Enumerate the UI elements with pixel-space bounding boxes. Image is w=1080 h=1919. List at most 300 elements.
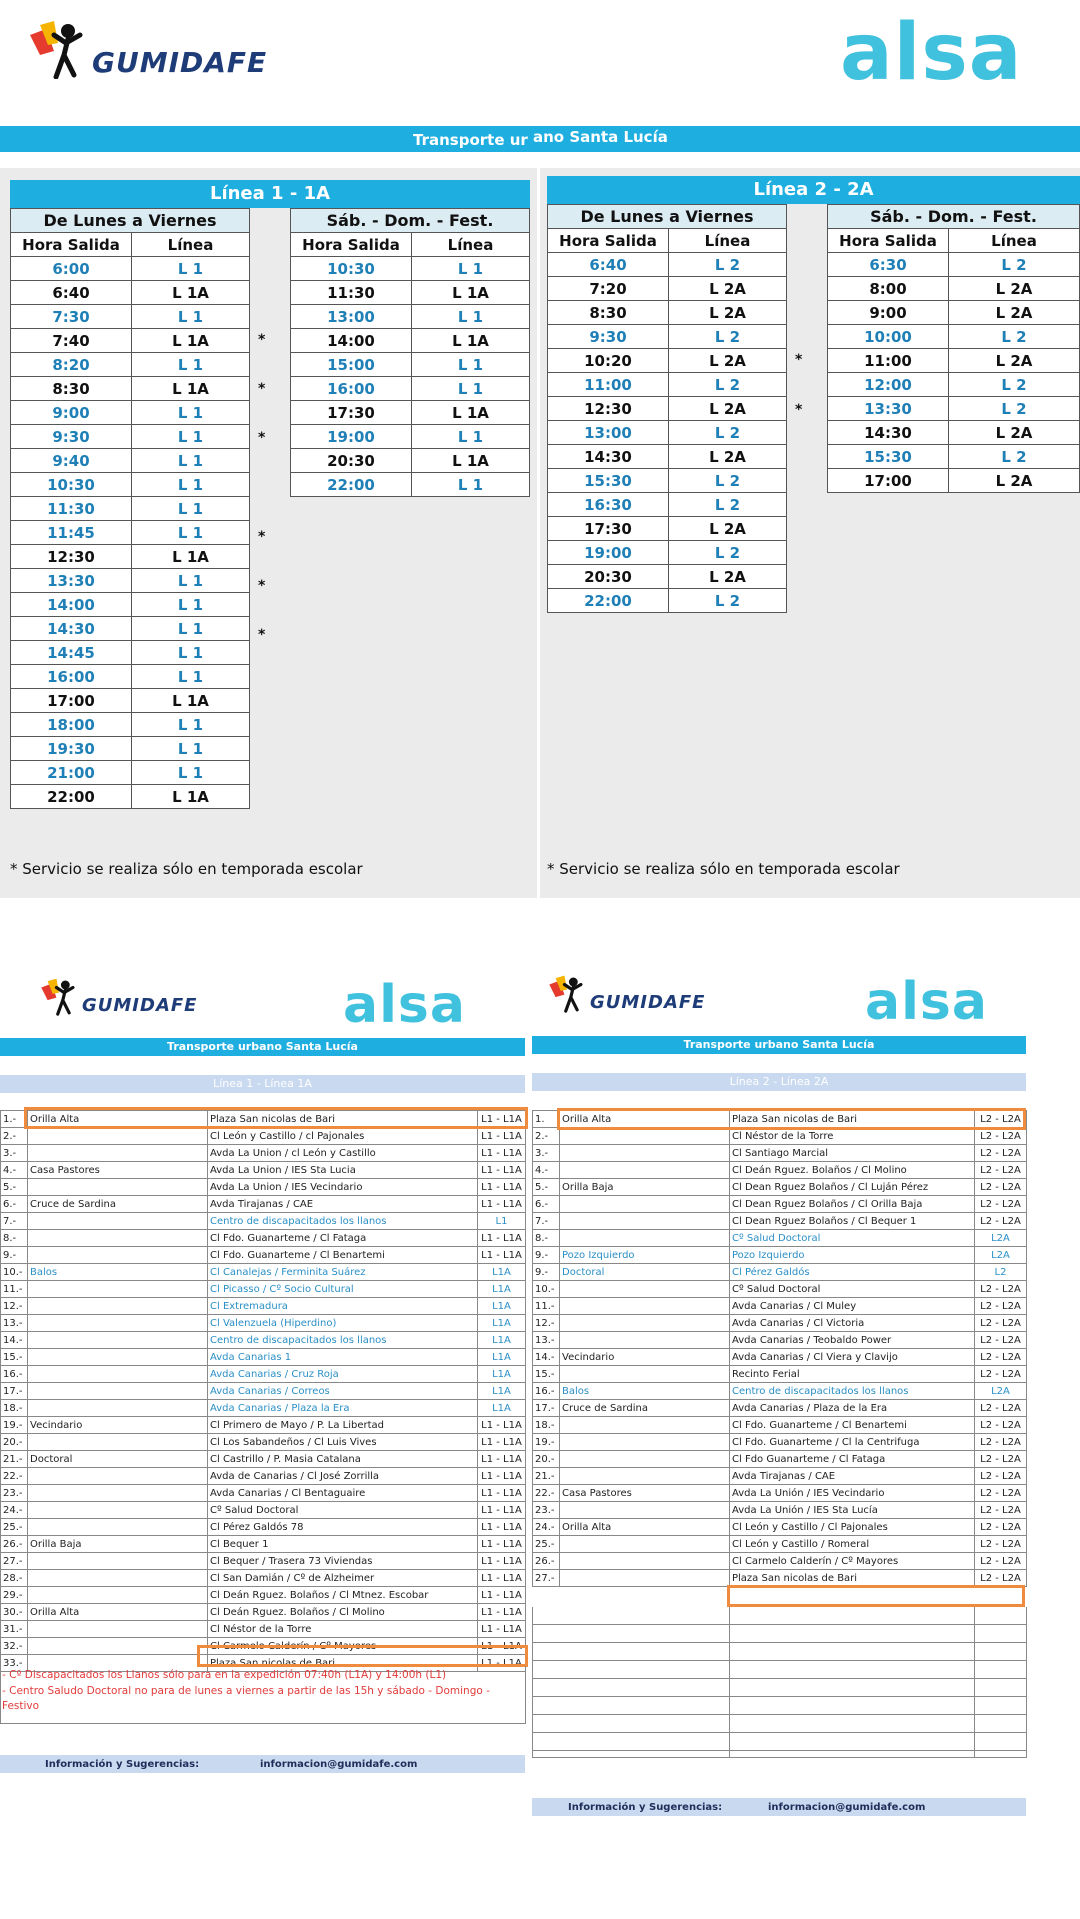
line2-weekend-time: 17:00 <box>828 469 949 493</box>
line2-stop-number: 7.- <box>533 1213 560 1230</box>
line1-stop-row <box>1 1315 526 1332</box>
br-empty-col-divider-a <box>729 1607 730 1757</box>
top-banner-right-text: ano Santa Lucía <box>533 128 668 146</box>
line2-weekday-time: 11:00 <box>548 373 669 397</box>
line2-stop-name: Plaza San nicolas de Bari <box>730 1111 975 1128</box>
line1-stop-zone: Casa Pastores <box>28 1162 208 1179</box>
br-stops-table <box>532 1110 1027 1587</box>
line1-stop-lines: L1 - L1A <box>478 1179 526 1196</box>
line1-stop-lines: L1 - L1A <box>478 1247 526 1264</box>
line1-weekday-row <box>11 305 250 329</box>
line1-weekday-line: L 1 <box>132 761 250 785</box>
line2-weekday-line: L 2A <box>669 445 787 469</box>
line1-stop-lines: L1 - L1A <box>478 1638 526 1655</box>
line1-weekend-col-time: Hora Salida <box>291 233 412 257</box>
line1-stop-number: 8.- <box>1 1230 28 1247</box>
line2-stop-name: Cl Santiago Marcial <box>730 1145 975 1162</box>
line1-stop-name: Cl Canalejas / Ferminita Suárez <box>208 1264 478 1281</box>
line1-stop-row <box>1 1128 526 1145</box>
line2-stop-zone: Cruce de Sardina <box>560 1400 730 1417</box>
line2-weekday-time: 7:20 <box>548 277 669 301</box>
line1-weekday-row <box>11 737 250 761</box>
line1-stop-zone <box>28 1587 208 1604</box>
line1-stop-number: 3.- <box>1 1145 28 1162</box>
line1-stop-lines: L1 - L1A <box>478 1502 526 1519</box>
line2-stop-name: Avda La Unión / IES Vecindario <box>730 1485 975 1502</box>
line2-stop-row <box>533 1332 1027 1349</box>
line1-weekday-time: 11:45 <box>11 521 132 545</box>
line2-weekend-time: 12:00 <box>828 373 949 397</box>
line1-stop-number: 22.- <box>1 1468 28 1485</box>
line1-weekend-row <box>291 281 530 305</box>
line1-stop-lines: L1 - L1A <box>478 1417 526 1434</box>
line1-stop-row <box>1 1400 526 1417</box>
line2-weekday-time: 6:40 <box>548 253 669 277</box>
line2-stop-number: 1. <box>533 1111 560 1128</box>
line2-stop-name: Avda Canarias / Cl Viera y Clavijo <box>730 1349 975 1366</box>
line2-stop-row <box>533 1128 1027 1145</box>
line2-stop-name: Centro de discapacitados los llanos <box>730 1383 975 1400</box>
line1-stop-lines: L1 - L1A <box>478 1536 526 1553</box>
line2-stop-row <box>533 1179 1027 1196</box>
line2-stop-name: Cl Dean Rguez Bolaños / Cl Orilla Baja <box>730 1196 975 1213</box>
line1-weekday-row <box>11 497 250 521</box>
line2-weekend-line: L 2 <box>949 253 1080 277</box>
line1-stop-row <box>1 1502 526 1519</box>
line2-weekend-line: L 2 <box>949 397 1080 421</box>
line2-weekend-line: L 2 <box>949 325 1080 349</box>
line2-stop-lines: L2 - L2A <box>975 1162 1027 1179</box>
line1-stop-name: Avda Canarias 1 <box>208 1349 478 1366</box>
line1-stop-number: 27.- <box>1 1553 28 1570</box>
line1-stop-row <box>1 1621 526 1638</box>
line1-stop-lines: L1 - L1A <box>478 1519 526 1536</box>
line1-weekday-col-time: Hora Salida <box>11 233 132 257</box>
line2-stop-zone: Orilla Alta <box>560 1111 730 1128</box>
line2-stop-zone <box>560 1502 730 1519</box>
line2-weekend-line: L 2A <box>949 301 1080 325</box>
bl-note-1: - Cº Discapacitados los Llanos sólo para en la expedición 07:40h (L1A) y 14:00h (L1) <box>2 1669 447 1681</box>
bl-highlight-first-stop <box>24 1107 528 1129</box>
line1-stop-row <box>1 1298 526 1315</box>
line1-stop-zone <box>28 1502 208 1519</box>
line1-stop-number: 10.- <box>1 1264 28 1281</box>
line1-stop-name: Cl Deán Rguez. Bolaños / Cl Molino <box>208 1604 478 1621</box>
line2-stop-number: 3.- <box>533 1145 560 1162</box>
line1-stop-name: Cl Fdo. Guanarteme / Cl Benartemi <box>208 1247 478 1264</box>
line1-weekday-line: L 1 <box>132 257 250 281</box>
line1-stop-name: Cl León y Castillo / cl Pajonales <box>208 1128 478 1145</box>
line2-weekday-time: 19:00 <box>548 541 669 565</box>
line1-weekday-line: L 1 <box>132 353 250 377</box>
gumidafe-wordmark: GUMIDAFE <box>92 46 268 79</box>
line2-stop-zone <box>560 1196 730 1213</box>
line2-weekend-line: L 2 <box>949 445 1080 469</box>
line2-stop-row <box>533 1553 1027 1570</box>
line1-weekday-row <box>11 641 250 665</box>
line2-stop-lines: L2 - L2A <box>975 1485 1027 1502</box>
line1-weekday-row <box>11 329 250 353</box>
line2-stop-number: 16.- <box>533 1383 560 1400</box>
line1-stop-number: 25.- <box>1 1519 28 1536</box>
br-footer-email[interactable]: informacion@gumidafe.com <box>768 1801 926 1813</box>
line1-weekend-line: L 1A <box>412 401 530 425</box>
line2-weekend-row <box>828 253 1080 277</box>
line2-weekend-row <box>828 445 1080 469</box>
bl-footer-email[interactable]: informacion@gumidafe.com <box>260 1758 418 1770</box>
line1-weekday-time: 11:30 <box>11 497 132 521</box>
line2-stop-lines: L2A <box>975 1230 1027 1247</box>
line2-stop-zone <box>560 1145 730 1162</box>
line1-stop-name: Centro de discapacitados los llanos <box>208 1332 478 1349</box>
line2-stop-lines: L2A <box>975 1383 1027 1400</box>
line2-stop-name: Cl Pérez Galdós <box>730 1264 975 1281</box>
line1-stop-lines: L1 - L1A <box>478 1230 526 1247</box>
line2-weekend-time: 15:30 <box>828 445 949 469</box>
line2-stop-zone <box>560 1570 730 1587</box>
line2-stop-number: 24.- <box>533 1519 560 1536</box>
top-banner-left-text: Transporte ur <box>413 131 528 149</box>
line1-stop-zone <box>28 1519 208 1536</box>
line1-weekday-time: 16:00 <box>11 665 132 689</box>
line2-stop-name: Cº Salud Doctoral <box>730 1281 975 1298</box>
line2-weekday-line: L 2 <box>669 541 787 565</box>
line1-weekday-time: 7:40 <box>11 329 132 353</box>
line2-stop-number: 18.- <box>533 1417 560 1434</box>
line2-weekday-line: L 2 <box>669 589 787 613</box>
line1-stop-zone <box>28 1553 208 1570</box>
line1-weekend-row <box>291 329 530 353</box>
line1-stop-row <box>1 1468 526 1485</box>
line1-weekday-line: L 1 <box>132 305 250 329</box>
line2-stop-number: 5.- <box>533 1179 560 1196</box>
line1-stop-row <box>1 1281 526 1298</box>
line2-weekday-line: L 2A <box>669 517 787 541</box>
line1-stop-zone <box>28 1383 208 1400</box>
line2-stop-zone <box>560 1128 730 1145</box>
line1-stop-number: 33.- <box>1 1655 28 1672</box>
line1-stop-zone <box>28 1247 208 1264</box>
line2-weekday-line: L 2A <box>669 301 787 325</box>
line1-stop-lines: L1 - L1A <box>478 1485 526 1502</box>
line1-weekday-school-only-mark: * <box>258 430 266 447</box>
line2-weekday-line: L 2 <box>669 493 787 517</box>
line1-stop-row <box>1 1604 526 1621</box>
line1-weekday-row <box>11 473 250 497</box>
line1-stop-number: 11.- <box>1 1281 28 1298</box>
line1-stop-number: 5.- <box>1 1179 28 1196</box>
line1-stop-row <box>1 1417 526 1434</box>
bl-gumidafe-logo <box>40 978 197 1016</box>
line1-stop-lines: L1 - L1A <box>478 1145 526 1162</box>
line1-weekday-line: L 1 <box>132 449 250 473</box>
line1-stop-row <box>1 1536 526 1553</box>
line2-stop-number: 2.- <box>533 1128 560 1145</box>
line2-stop-zone: Doctoral <box>560 1264 730 1281</box>
line2-weekend-time: 9:00 <box>828 301 949 325</box>
line2-stop-row <box>533 1230 1027 1247</box>
line1-stop-zone <box>28 1349 208 1366</box>
line2-stop-name: Avda Canarias / Plaza de la Era <box>730 1400 975 1417</box>
bl-footer-label: Información y Sugerencias: <box>45 1758 200 1770</box>
line1-weekday-time: 17:00 <box>11 689 132 713</box>
line2-weekday-row <box>548 325 787 349</box>
line1-stop-name: Plaza San nicolas de Bari <box>208 1111 478 1128</box>
line2-stop-number: 20.- <box>533 1451 560 1468</box>
line1-weekday-line: L 1 <box>132 665 250 689</box>
line1-stop-lines: L1 <box>478 1213 526 1230</box>
line1-stop-lines: L1 - L1A <box>478 1604 526 1621</box>
line2-stop-zone: Orilla Alta <box>560 1519 730 1536</box>
line2-stop-row <box>533 1570 1027 1587</box>
line2-stop-name: Cl León y Castillo / Romeral <box>730 1536 975 1553</box>
line1-weekday-school-only-mark: * <box>258 331 266 348</box>
line1-weekday-time: 7:30 <box>11 305 132 329</box>
line1-weekday-time: 14:00 <box>11 593 132 617</box>
line1-weekend-time: 16:00 <box>291 377 412 401</box>
line1-weekend-line: L 1 <box>412 257 530 281</box>
line1-stop-lines: L1 - L1A <box>478 1128 526 1145</box>
line1-weekday-time: 9:00 <box>11 401 132 425</box>
line2-stop-lines: L2 - L2A <box>975 1196 1027 1213</box>
line2-stop-lines: L2 - L2A <box>975 1315 1027 1332</box>
gumidafe-logo-icon <box>548 975 586 1013</box>
line1-weekday-row <box>11 593 250 617</box>
line1-stop-name: Cl Primero de Mayo / P. La Libertad <box>208 1417 478 1434</box>
line1-stop-lines: L1 - L1A <box>478 1587 526 1604</box>
line2-weekend-col-time: Hora Salida <box>828 229 949 253</box>
line2-stop-zone <box>560 1366 730 1383</box>
line2-stop-name: Pozo Izquierdo <box>730 1247 975 1264</box>
line2-stop-number: 11.- <box>533 1298 560 1315</box>
bl-footer <box>0 1755 525 1773</box>
line2-stop-lines: L2 - L2A <box>975 1366 1027 1383</box>
line2-stop-lines: L2A <box>975 1247 1027 1264</box>
line1-stop-number: 21.- <box>1 1451 28 1468</box>
line1-stop-zone: Doctoral <box>28 1451 208 1468</box>
line1-stop-lines: L1A <box>478 1264 526 1281</box>
line1-stop-lines: L1 - L1A <box>478 1451 526 1468</box>
line1-stop-name: Avda Canarias / Cruz Roja <box>208 1366 478 1383</box>
line2-weekend-table <box>827 204 1080 493</box>
line2-weekday-row <box>548 445 787 469</box>
line2-weekday-line: L 2 <box>669 253 787 277</box>
line1-weekday-line: L 1 <box>132 497 250 521</box>
line2-stop-row <box>533 1417 1027 1434</box>
line1-stop-zone <box>28 1332 208 1349</box>
line1-stop-name: Cl San Damián / Cº de Alzheimer <box>208 1570 478 1587</box>
line2-stop-zone: Orilla Baja <box>560 1179 730 1196</box>
line2-stop-number: 25.- <box>533 1536 560 1553</box>
line2-stop-zone: Vecindario <box>560 1349 730 1366</box>
line1-stop-number: 14.- <box>1 1332 28 1349</box>
line1-stop-lines: L1A <box>478 1383 526 1400</box>
line1-weekday-col-line: Línea <box>132 233 250 257</box>
line2-stop-lines: L2 - L2A <box>975 1400 1027 1417</box>
line2-stop-row <box>533 1196 1027 1213</box>
line2-weekday-line: L 2A <box>669 349 787 373</box>
line2-weekday-line: L 2 <box>669 373 787 397</box>
line1-weekday-line: L 1A <box>132 281 250 305</box>
line2-stop-zone <box>560 1213 730 1230</box>
line2-weekday-time: 20:30 <box>548 565 669 589</box>
line2-stop-row <box>533 1162 1027 1179</box>
br-empty-rows <box>532 1607 1027 1758</box>
line1-stop-zone: Orilla Alta <box>28 1604 208 1621</box>
line1-weekend-line: L 1 <box>412 473 530 497</box>
line2-weekend-line: L 2 <box>949 373 1080 397</box>
line1-stop-lines: L1 - L1A <box>478 1162 526 1179</box>
line1-stop-number: 19.- <box>1 1417 28 1434</box>
line2-stop-row <box>533 1349 1027 1366</box>
line1-weekend-table <box>290 208 530 497</box>
line2-weekday-line: L 2A <box>669 277 787 301</box>
line1-stop-lines: L1A <box>478 1349 526 1366</box>
line2-weekday-time: 14:30 <box>548 445 669 469</box>
br-highlight-last-stop <box>727 1585 1025 1607</box>
line1-weekday-time: 18:00 <box>11 713 132 737</box>
line1-stop-number: 13.- <box>1 1315 28 1332</box>
bl-gumidafe-wordmark: GUMIDAFE <box>82 994 198 1016</box>
line2-stop-zone <box>560 1332 730 1349</box>
line2-stop-lines: L2 - L2A <box>975 1468 1027 1485</box>
line2-weekday-row <box>548 421 787 445</box>
line2-weekend-row <box>828 349 1080 373</box>
line2-stop-zone <box>560 1468 730 1485</box>
line2-stop-name: Cl Fdo. Guanarteme / Cl la Centrifuga <box>730 1434 975 1451</box>
line1-stop-name: Cl Deán Rguez. Bolaños / Cl Mtnez. Escobar <box>208 1587 478 1604</box>
line1-stop-lines: L1A <box>478 1281 526 1298</box>
line1-stop-name: Cl Los Sabandeños / Cl Luis Vives <box>208 1434 478 1451</box>
line1-weekday-line: L 1A <box>132 785 250 809</box>
line1-weekday-time: 9:30 <box>11 425 132 449</box>
line2-weekend-row <box>828 397 1080 421</box>
line1-stop-name: Cl Castrillo / P. Masia Catalana <box>208 1451 478 1468</box>
line2-weekend-row <box>828 469 1080 493</box>
br-alsa-logo: alsa <box>865 972 988 1032</box>
line1-stop-number: 12.- <box>1 1298 28 1315</box>
line2-stop-row <box>533 1145 1027 1162</box>
line1-weekday-time: 19:30 <box>11 737 132 761</box>
line2-stop-name: Cl Dean Rguez Bolaños / Cl Bequer 1 <box>730 1213 975 1230</box>
line1-stop-row <box>1 1570 526 1587</box>
line2-stop-number: 14.- <box>533 1349 560 1366</box>
line1-weekend-row <box>291 425 530 449</box>
line1-weekday-row <box>11 785 250 809</box>
line2-weekend-time: 6:30 <box>828 253 949 277</box>
top-banner <box>0 126 1080 152</box>
line1-stop-name: Cl Carmelo Calderín / Cº Mayores <box>208 1638 478 1655</box>
line1-weekday-row <box>11 449 250 473</box>
line2-stop-name: Avda Canarias / Cl Victoria <box>730 1315 975 1332</box>
line1-stop-number: 9.- <box>1 1247 28 1264</box>
line2-stop-number: 8.- <box>533 1230 560 1247</box>
line2-stop-number: 13.- <box>533 1332 560 1349</box>
line2-stop-lines: L2 - L2A <box>975 1502 1027 1519</box>
line1-stop-zone <box>28 1468 208 1485</box>
line1-stop-lines: L1A <box>478 1400 526 1417</box>
line2-stop-lines: L2 - L2A <box>975 1128 1027 1145</box>
line1-stop-lines: L1 - L1A <box>478 1468 526 1485</box>
line2-stop-number: 9.- <box>533 1264 560 1281</box>
line1-weekend-row <box>291 353 530 377</box>
line2-weekday-row <box>548 397 787 421</box>
line1-weekday-row <box>11 257 250 281</box>
line1-weekday-row <box>11 281 250 305</box>
line2-weekday-school-only-mark: * <box>795 352 803 369</box>
line1-weekday-time: 13:30 <box>11 569 132 593</box>
br-footer <box>532 1798 1026 1816</box>
br-highlight-first-stop <box>557 1108 1026 1130</box>
line1-weekend-row <box>291 401 530 425</box>
line2-stop-lines: L2 - L2A <box>975 1179 1027 1196</box>
line2-stop-zone <box>560 1553 730 1570</box>
line2-stop-lines: L2 - L2A <box>975 1434 1027 1451</box>
line2-weekday-col-time: Hora Salida <box>548 229 669 253</box>
line1-stop-number: 23.- <box>1 1485 28 1502</box>
line2-stop-name: Avda Tirajanas / CAE <box>730 1468 975 1485</box>
line2-stop-name: Plaza San nicolas de Bari <box>730 1570 975 1587</box>
line1-stop-lines: L1 - L1A <box>478 1621 526 1638</box>
line1-weekday-school-only-mark: * <box>258 528 266 545</box>
line1-stop-name: Centro de discapacitados los llanos <box>208 1213 478 1230</box>
line2-stop-row <box>533 1502 1027 1519</box>
line2-stop-row <box>533 1264 1027 1281</box>
line2-stop-name: Cº Salud Doctoral <box>730 1230 975 1247</box>
line2-stop-number: 6.- <box>533 1196 560 1213</box>
line1-stop-name: Cl Bequer / Trasera 73 Viviendas <box>208 1553 478 1570</box>
line2-stop-zone <box>560 1417 730 1434</box>
line2-weekday-row <box>548 541 787 565</box>
line1-stop-row <box>1 1587 526 1604</box>
line2-stop-row <box>533 1519 1027 1536</box>
line2-weekend-row <box>828 373 1080 397</box>
line2-stop-row <box>533 1281 1027 1298</box>
line2-weekday-time: 13:00 <box>548 421 669 445</box>
line2-stop-number: 4.- <box>533 1162 560 1179</box>
line1-stop-lines: L1A <box>478 1366 526 1383</box>
line2-stop-lines: L2 - L2A <box>975 1553 1027 1570</box>
line1-stop-number: 28.- <box>1 1570 28 1587</box>
line1-stop-row <box>1 1485 526 1502</box>
line2-weekend-row <box>828 277 1080 301</box>
line2-stop-number: 15.- <box>533 1366 560 1383</box>
line2-weekend-line: L 2A <box>949 349 1080 373</box>
line2-weekend-time: 8:00 <box>828 277 949 301</box>
line1-weekend-time: 13:00 <box>291 305 412 329</box>
line2-stop-lines: L2 - L2A <box>975 1451 1027 1468</box>
line2-stop-name: Avda La Unión / IES Sta Lucía <box>730 1502 975 1519</box>
line2-weekend-row <box>828 421 1080 445</box>
line2-stop-row <box>533 1434 1027 1451</box>
line1-stop-row <box>1 1213 526 1230</box>
gumidafe-logo-icon <box>28 21 88 79</box>
line1-stop-zone <box>28 1638 208 1655</box>
line1-weekend-time: 17:30 <box>291 401 412 425</box>
top-alsa-logo: alsa <box>840 8 1023 98</box>
gumidafe-logo-icon <box>40 978 78 1016</box>
line1-weekend-line: L 1 <box>412 353 530 377</box>
bl-note-2: - Centro Saludo Doctoral no para de lunes a viernes a partir de las 15h y sábado - Domingo - Festivo <box>2 1685 490 1712</box>
line1-stop-number: 1.- <box>1 1111 28 1128</box>
line1-stop-name: Avda Canarias / Plaza la Era <box>208 1400 478 1417</box>
line1-weekday-time: 6:40 <box>11 281 132 305</box>
line2-stop-number: 21.- <box>533 1468 560 1485</box>
br-footer-label: Información y Sugerencias: <box>568 1801 723 1813</box>
line2-weekday-row <box>548 373 787 397</box>
line1-weekday-time: 6:00 <box>11 257 132 281</box>
line1-weekday-time: 21:00 <box>11 761 132 785</box>
